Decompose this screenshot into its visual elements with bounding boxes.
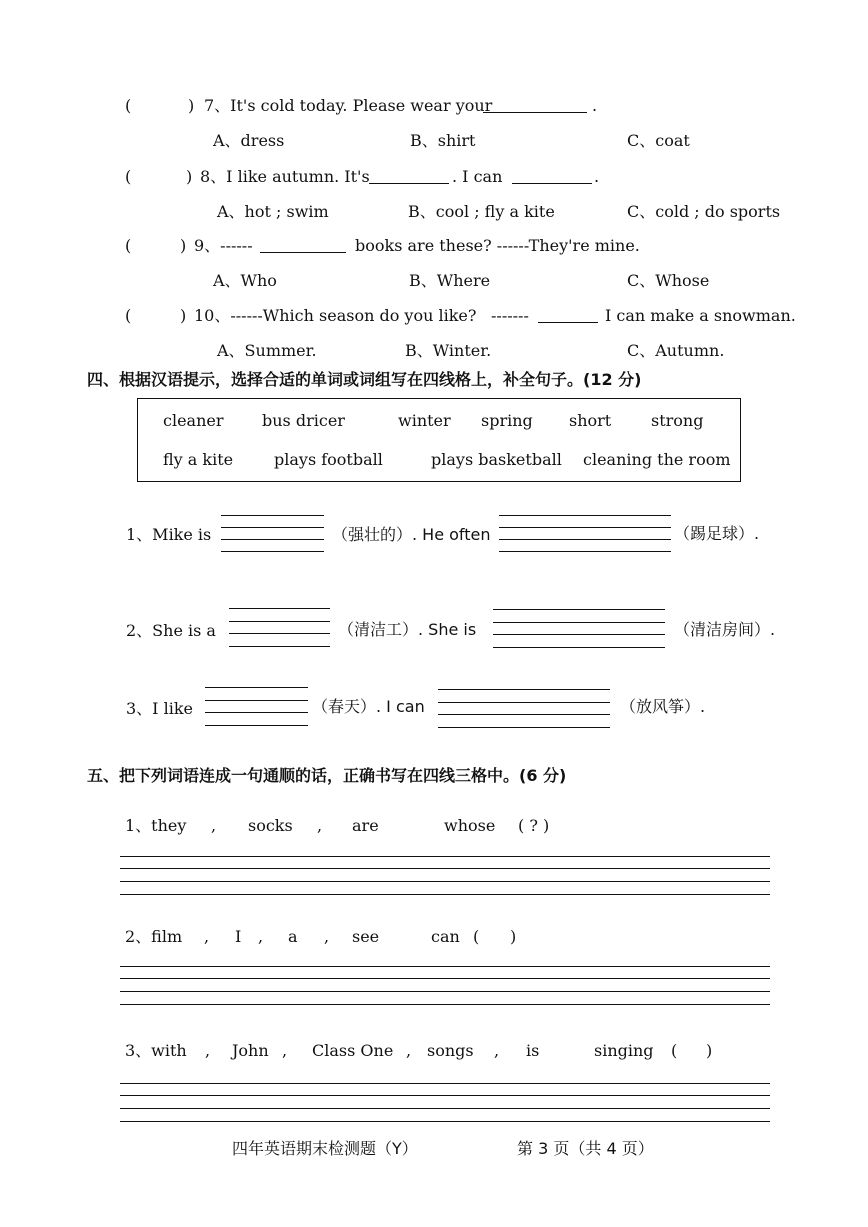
answer-paren-open: ( xyxy=(125,96,132,115)
word-bank-item: plays football xyxy=(274,450,383,469)
scrambled-word: singing xyxy=(594,1041,654,1060)
question-7-blank[interactable] xyxy=(483,112,587,113)
footer-page-number: 第 3 页（共 4 页） xyxy=(517,1139,654,1158)
word-bank-item: fly a kite xyxy=(163,450,234,469)
question-7-stem: 7、It's cold today. Please wear your xyxy=(204,96,493,115)
question-10-blank[interactable] xyxy=(538,322,598,323)
four-line-writing-grid[interactable] xyxy=(120,856,770,894)
scrambled-word: 1、they xyxy=(125,816,187,835)
section-4-heading: 四、根据汉语提示，选择合适的单词或词组写在四线格上，补全句子。(12 分) xyxy=(87,370,642,389)
four-line-grid[interactable] xyxy=(229,608,330,646)
scrambled-word: Class One xyxy=(312,1041,394,1060)
scrambled-word: 3、with xyxy=(125,1041,187,1060)
word-bank-item: cleaner xyxy=(163,411,224,430)
four-line-grid[interactable] xyxy=(499,515,671,551)
word-bank-item: short xyxy=(569,411,612,430)
fill-item-3-hint-2: （放风筝）. xyxy=(620,697,706,716)
scrambled-word: 2、film xyxy=(125,927,183,946)
fill-item-2-lead: 2、She is a xyxy=(126,621,216,640)
scrambled-word: , xyxy=(258,927,264,946)
scrambled-word: , xyxy=(494,1041,500,1060)
four-line-grid[interactable] xyxy=(205,687,308,725)
question-8-stem: 8、I like autumn. It's xyxy=(200,167,370,186)
question-10-option-b: B、Winter. xyxy=(405,341,492,360)
question-8-option-a: A、hot ; swim xyxy=(217,202,329,221)
scrambled-word: ) xyxy=(510,927,517,946)
word-bank-item: spring xyxy=(481,411,533,430)
question-8-blank-2[interactable] xyxy=(512,183,592,184)
fill-item-1-lead: 1、Mike is xyxy=(126,525,212,544)
fill-item-3-lead: 3、I like xyxy=(126,699,193,718)
question-10-dashes: ------- xyxy=(491,306,529,325)
question-8-option-c: C、cold ; do sports xyxy=(627,202,781,221)
four-line-grid[interactable] xyxy=(493,609,665,647)
question-9-stem: 9、------ xyxy=(194,236,253,255)
answer-paren-open: ( xyxy=(125,306,132,325)
question-9-stem-end: books are these? ------They're mine. xyxy=(355,236,640,255)
fill-item-1-hint-2: （踢足球）. xyxy=(674,524,760,543)
scrambled-word: can xyxy=(431,927,460,946)
question-10-stem: 10、------Which season do you like? xyxy=(194,306,477,325)
scrambled-word: a xyxy=(288,927,298,946)
question-8-option-b: B、cool ; fly a kite xyxy=(408,202,555,221)
question-7-option-a: A、dress xyxy=(213,131,285,150)
question-10-option-c: C、Autumn. xyxy=(627,341,725,360)
question-7-stem-end: . xyxy=(592,96,598,115)
scrambled-word: ( xyxy=(671,1041,678,1060)
scrambled-word: John xyxy=(232,1041,269,1060)
fill-item-2-hint: （清洁工）. She is xyxy=(338,620,477,639)
four-line-grid[interactable] xyxy=(221,515,324,551)
scrambled-word: , xyxy=(324,927,330,946)
fill-item-2-hint-2: （清洁房间）. xyxy=(674,620,776,639)
four-line-writing-grid[interactable] xyxy=(120,1083,770,1121)
footer-title: 四年英语期末检测题（Y） xyxy=(232,1139,418,1158)
scrambled-word: socks xyxy=(248,816,293,835)
scrambled-word: songs xyxy=(427,1041,474,1060)
word-bank-item: strong xyxy=(651,411,704,430)
word-bank-item: winter xyxy=(398,411,451,430)
scrambled-word: I xyxy=(235,927,242,946)
word-bank-item: bus dricer xyxy=(262,411,345,430)
question-9-option-b: B、Where xyxy=(409,271,491,290)
answer-paren-close: ) xyxy=(188,96,195,115)
answer-paren-open: ( xyxy=(125,236,132,255)
scrambled-word: ( ? ) xyxy=(518,816,550,835)
question-8-blank-1[interactable] xyxy=(369,183,449,184)
scrambled-word: see xyxy=(352,927,380,946)
word-bank-item: cleaning the room xyxy=(583,450,731,469)
answer-paren-close: ) xyxy=(180,236,187,255)
fill-item-1-hint: （强壮的）. He often xyxy=(332,525,491,544)
question-10-stem-end: I can make a snowman. xyxy=(605,306,796,325)
scrambled-word: , xyxy=(204,927,210,946)
question-7-option-b: B、shirt xyxy=(410,131,476,150)
answer-paren-close: ) xyxy=(186,167,193,186)
question-8-stem-end: . xyxy=(594,167,600,186)
question-9-blank[interactable] xyxy=(260,252,346,253)
question-9-option-c: C、Whose xyxy=(627,271,710,290)
scrambled-word: , xyxy=(406,1041,412,1060)
section-5-heading: 五、把下列词语连成一句通顺的话，正确书写在四线三格中。(6 分) xyxy=(87,766,567,785)
answer-paren-close: ) xyxy=(180,306,187,325)
question-10-option-a: A、Summer. xyxy=(217,341,317,360)
four-line-writing-grid[interactable] xyxy=(120,966,770,1004)
answer-paren-open: ( xyxy=(125,167,132,186)
fill-item-3-hint: （春天）. I can xyxy=(312,697,425,716)
scrambled-word: ( xyxy=(473,927,480,946)
four-line-grid[interactable] xyxy=(438,689,610,727)
scrambled-word: , xyxy=(282,1041,288,1060)
scrambled-word: are xyxy=(352,816,379,835)
word-bank-item: plays basketball xyxy=(431,450,562,469)
scrambled-word: whose xyxy=(444,816,496,835)
scrambled-word: , xyxy=(205,1041,211,1060)
question-8-stem-mid: . I can xyxy=(452,167,503,186)
scrambled-word: , xyxy=(211,816,217,835)
scrambled-word: , xyxy=(317,816,323,835)
scrambled-word: is xyxy=(526,1041,540,1060)
question-7-option-c: C、coat xyxy=(627,131,690,150)
question-9-option-a: A、Who xyxy=(213,271,277,290)
scrambled-word: ) xyxy=(706,1041,713,1060)
